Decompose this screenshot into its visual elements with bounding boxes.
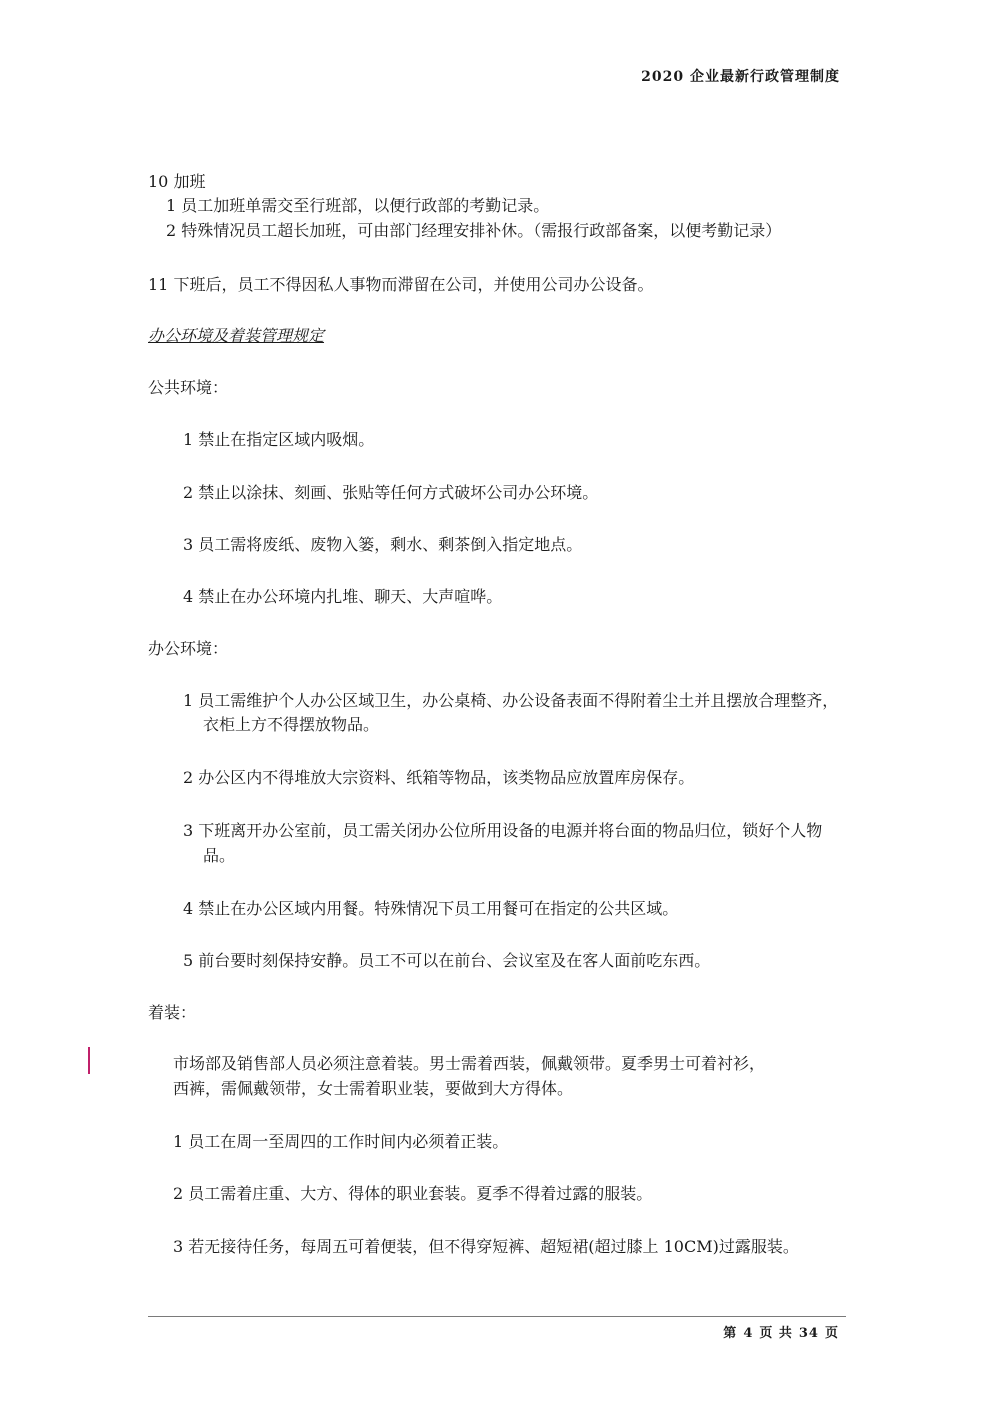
dress-item-3: 3 若无接待任务，每周五可着便装，但不得穿短裤、超短裙(超过膝上 10CM)过露服装。: [173, 1237, 799, 1256]
public-env-title: 公共环境：: [148, 378, 229, 397]
office-env-title: 办公环境：: [148, 639, 229, 658]
document-header-title: 2020 企业最新行政管理制度: [641, 69, 840, 85]
footer-suffix: 页: [824, 1326, 839, 1341]
dress-title: 着装：: [148, 1003, 197, 1022]
office-env-item-1: 1 员工需维护个人办公区域卫生，办公桌椅、办公设备表面不得附着尘土并且摆放合理整齐，: [183, 691, 839, 710]
footer-total-pages: 34: [798, 1326, 819, 1341]
office-env-item-1-cont: 衣柜上方不得摆放物品。: [203, 715, 380, 734]
after-work-rule: 11 下班后，员工不得因私人事物而滞留在公司，并使用公司办公设备。: [148, 275, 654, 294]
office-env-item-3: 3 下班离开办公室前，员工需关闭办公位所用设备的电源并将台面的物品归位，锁好个人物: [183, 821, 823, 840]
footer-prefix: 第: [723, 1326, 738, 1341]
dress-intro-line-2: 西裤，需佩戴领带，女士需着职业装，要做到大方得体。: [173, 1079, 574, 1098]
public-env-item-2: 2 禁止以涂抹、刻画、张贴等任何方式破坏公司办公环境。: [183, 483, 599, 502]
revision-mark: [88, 1047, 90, 1074]
office-env-item-3-cont: 品。: [203, 846, 236, 865]
section-title: 办公环境及着装管理规定: [148, 326, 325, 345]
page-footer: [720, 1322, 842, 1341]
overtime-item-1: 1 员工加班单需交至行班部，以便行政部的考勤记录。: [166, 196, 550, 215]
overtime-item-2: 2 特殊情况员工超长加班，可由部门经理安排补休。（需报行政部备案，以便考勤记录）: [166, 221, 782, 240]
footer-page-number: 4: [743, 1326, 754, 1341]
dress-item-2: 2 员工需着庄重、大方、得体的职业套装。夏季不得着过露的服装。: [173, 1184, 653, 1203]
public-env-item-1: 1 禁止在指定区域内吸烟。: [183, 430, 375, 449]
office-env-item-5: 5 前台要时刻保持安静。员工不可以在前台、会议室及在客人面前吃东西。: [183, 951, 711, 970]
dress-intro-line-1: 市场部及销售部人员必须注意着装。男士需着西装，佩戴领带。夏季男士可着衬衫，: [173, 1054, 766, 1073]
office-env-item-4: 4 禁止在办公区域内用餐。特殊情况下员工用餐可在指定的公共区域。: [183, 899, 679, 918]
footer-middle: 页 共: [759, 1326, 793, 1341]
office-env-item-2: 2 办公区内不得堆放大宗资料、纸箱等物品，该类物品应放置库房保存。: [183, 768, 695, 787]
public-env-item-4: 4 禁止在办公环境内扎堆、聊天、大声喧哗。: [183, 587, 503, 606]
dress-item-1: 1 员工在周一至周四的工作时间内必须着正装。: [173, 1132, 509, 1151]
footer-divider: [148, 1316, 846, 1317]
public-env-item-3: 3 员工需将废纸、废物入篓，剩水、剩茶倒入指定地点。: [183, 535, 583, 554]
overtime-title: 10 加班: [148, 172, 206, 191]
